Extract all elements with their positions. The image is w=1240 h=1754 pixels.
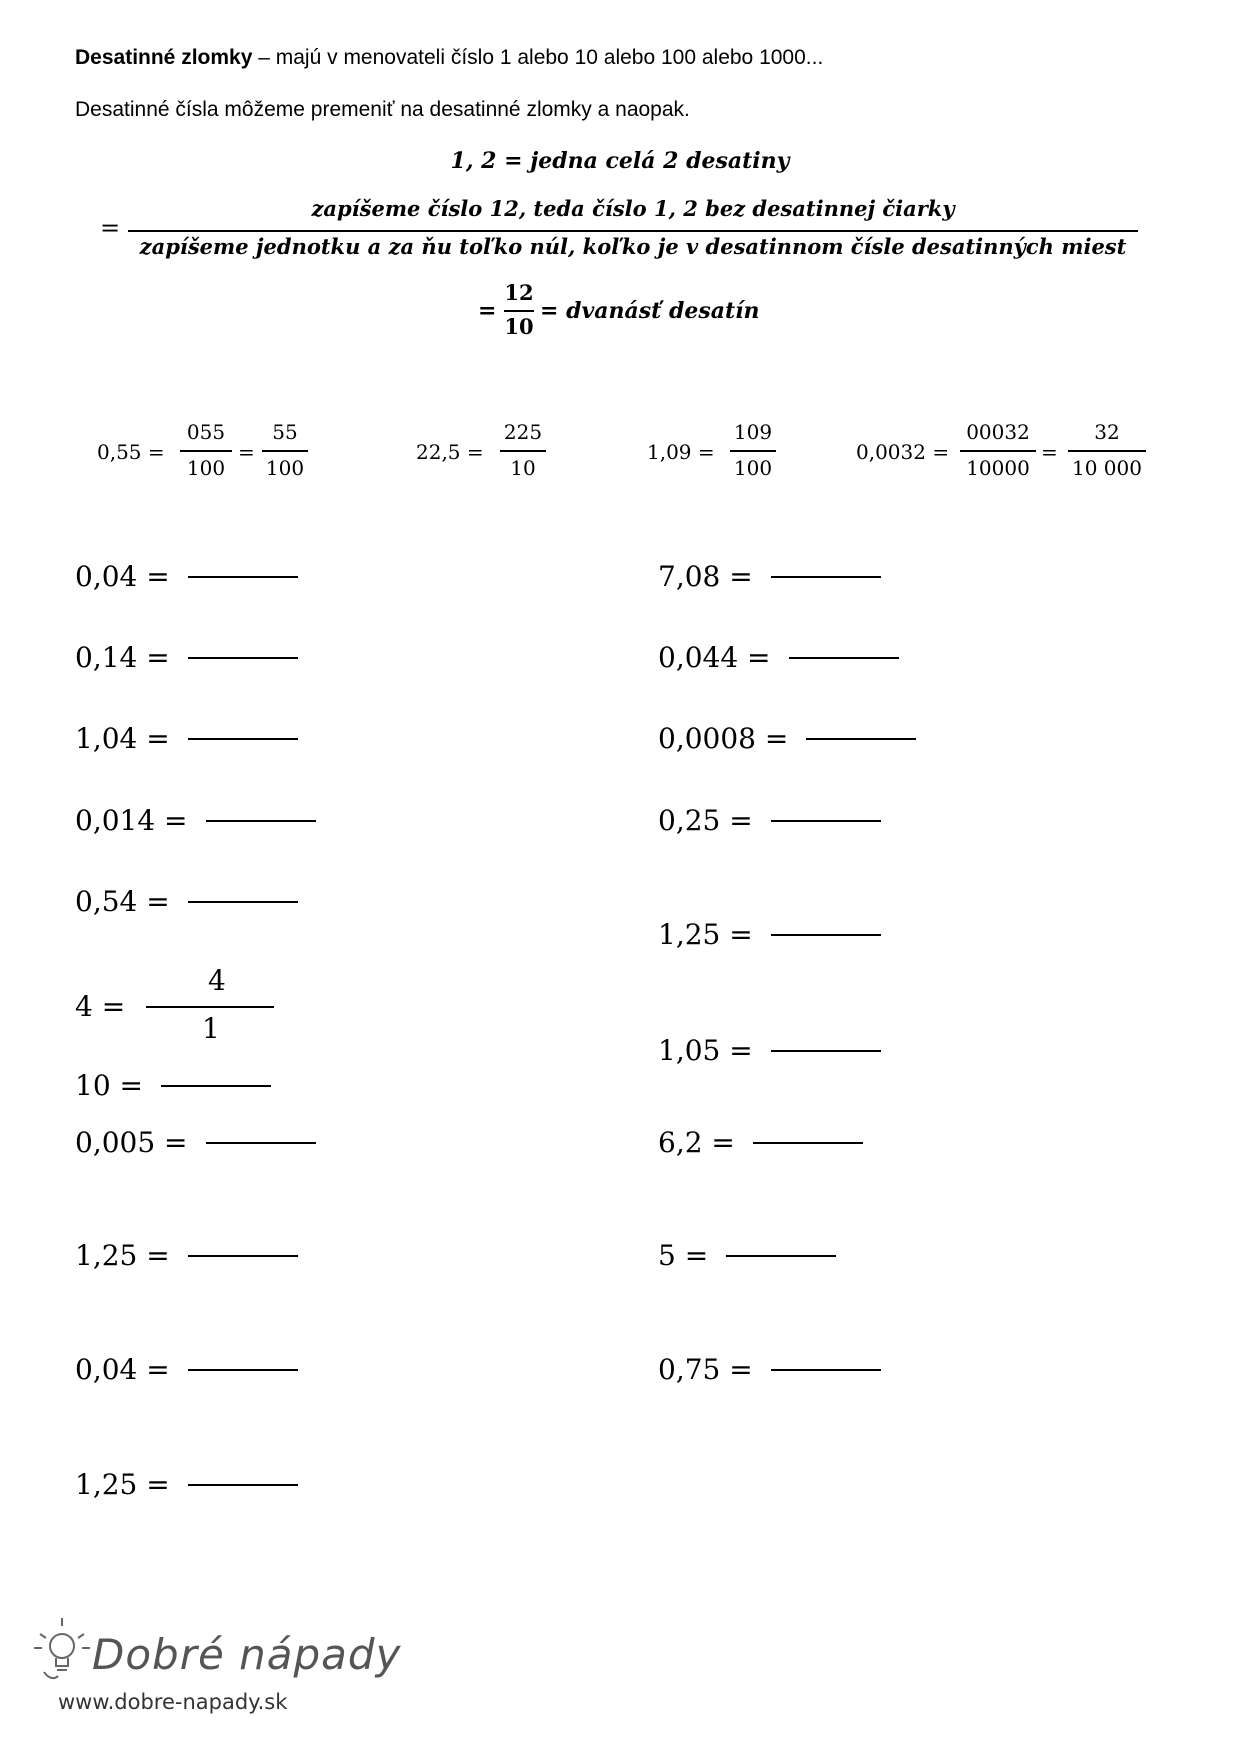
task-four-lhs: 4 = [75,990,126,1023]
example-4-frac2-den: 10 000 [1072,456,1142,480]
formula-numerator: zapíšeme číslo 12, teda číslo 1, 2 bez desatinnej čiarky [311,196,955,221]
example-3-frac-den: 100 [733,456,773,480]
task-four-numerator: 4 [208,964,226,997]
answer-blank[interactable] [188,657,298,659]
example-2-frac-bar [500,450,546,452]
intro-description: – majú v menovateli číslo 1 alebo 10 alebo 100 alebo 1000... [252,46,824,69]
answer-blank[interactable] [188,901,298,903]
example-4-frac2-bar [1068,450,1146,452]
task-expression: 1,25 = [75,1239,170,1272]
formula-line-1: 1, 2 = jedna celá 2 desatiny [450,148,790,174]
formula-equals: = [100,214,121,242]
task-right-4 [658,804,881,837]
task-left-3 [75,722,298,755]
example-2-lhs: 22,5 = [416,440,484,464]
example-1-frac1-num: 055 [186,420,226,444]
answer-blank[interactable] [771,1050,881,1052]
task-left-4 [75,804,316,837]
example-2-frac-num: 225 [503,420,543,444]
intro-line-1 [75,46,823,70]
example-4-lhs: 0,0032 = [856,440,950,464]
task-expression: 0,04 = [75,1353,170,1386]
example-4-frac1-bar [960,450,1036,452]
task-expression: 0,04 = [75,560,170,593]
example-1-frac2-den: 100 [265,456,305,480]
task-expression: 1,25 = [75,1468,170,1501]
task-right-5 [658,918,881,951]
example-1-frac2-num: 55 [272,420,298,444]
answer-blank[interactable] [789,657,899,659]
task-expression: 0,54 = [75,885,170,918]
answer-blank[interactable] [726,1255,836,1257]
footer-logo-text: Dobré nápady [92,1630,402,1679]
formula-denominator: zapíšeme jednotku a za ňu toľko núl, koľko je v desatinnom čísle desatinných miest [139,234,1127,259]
answer-blank[interactable] [806,738,916,740]
task-expression: 1,25 = [658,918,753,951]
task-expression: 0,25 = [658,804,753,837]
answer-blank[interactable] [206,820,316,822]
intro-title: Desatinné zlomky [75,46,253,69]
task-expression: 0,14 = [75,641,170,674]
task-right-1 [658,560,881,593]
answer-blank[interactable] [206,1142,316,1144]
task-expression: 10 = [75,1069,143,1102]
task-expression: 0,005 = [75,1126,188,1159]
result-numerator: 12 [504,280,534,305]
example-1-lhs: 0,55 = [97,440,165,464]
task-expression: 0,0008 = [658,722,789,755]
answer-blank[interactable] [771,576,881,578]
answer-blank[interactable] [771,820,881,822]
task-left-2 [75,641,298,674]
task-right-9 [658,1353,881,1386]
example-1-frac2-bar [262,450,308,452]
task-left-8 [75,1239,298,1272]
lightbulb-icon [30,1610,94,1695]
task-expression: 1,04 = [75,722,170,755]
example-1-eq2: = [238,440,255,464]
example-4-frac2-num: 32 [1094,420,1120,444]
task-left-5 [75,885,298,918]
task-right-8 [658,1239,836,1272]
intro-line-2: Desatinné čísla môžeme premeniť na desatinné zlomky a naopak. [75,98,690,121]
task-right-6 [658,1034,881,1067]
task-right-3 [658,722,916,755]
example-1-frac1-den: 100 [186,456,226,480]
result-fraction-bar [504,310,534,312]
result-denominator: 10 [504,314,534,339]
example-2-frac-den: 10 [510,456,536,480]
formula-fraction-bar [128,230,1138,232]
task-expression: 1,05 = [658,1034,753,1067]
answer-blank[interactable] [161,1085,271,1087]
task-left-10 [75,1468,298,1501]
example-3-frac-bar [730,450,776,452]
task-expression: 0,75 = [658,1353,753,1386]
answer-blank[interactable] [188,738,298,740]
answer-blank[interactable] [771,1369,881,1371]
task-left-1 [75,560,298,593]
example-3-lhs: 1,09 = [647,440,715,464]
result-equals: = [478,298,497,324]
example-4-frac1-den: 10000 [966,456,1030,480]
answer-blank[interactable] [753,1142,863,1144]
example-4-frac1-num: 00032 [966,420,1030,444]
example-3-frac-num: 109 [733,420,773,444]
task-left-7 [75,1126,316,1159]
task-four-denominator: 1 [202,1012,220,1045]
answer-blank[interactable] [188,1255,298,1257]
task-expression: 7,08 = [658,560,753,593]
task-expression: 6,2 = [658,1126,735,1159]
example-4-eq2: = [1041,440,1058,464]
task-left-6 [75,1069,271,1102]
task-expression: 0,044 = [658,641,771,674]
task-right-2 [658,641,899,674]
answer-blank[interactable] [188,1484,298,1486]
task-four-fraction-bar [146,1006,274,1008]
answer-blank[interactable] [188,576,298,578]
footer-url[interactable]: www.dobre-napady.sk [58,1690,288,1714]
example-1-frac1-bar [180,450,232,452]
task-right-7 [658,1126,863,1159]
answer-blank[interactable] [188,1369,298,1371]
task-expression: 0,014 = [75,804,188,837]
result-text: = dvanásť desatín [540,298,760,324]
task-left-9 [75,1353,298,1386]
task-expression: 5 = [658,1239,709,1272]
answer-blank[interactable] [771,934,881,936]
